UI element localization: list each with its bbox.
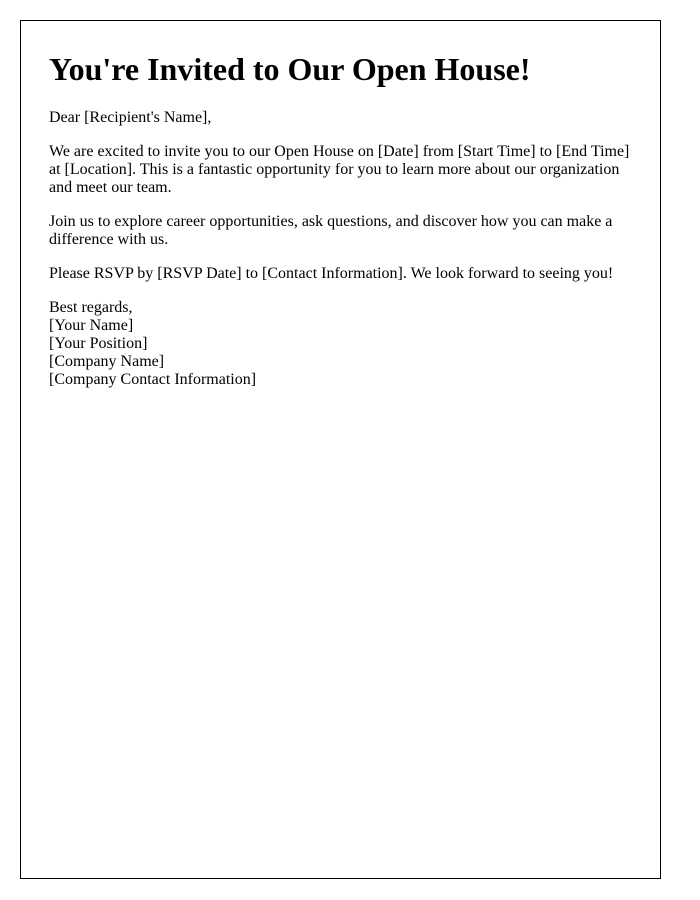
signoff-contact: [Company Contact Information] (49, 371, 257, 388)
letter-paragraph-rsvp: Please RSVP by [RSVP Date] to [Contact Information]. We look forward to seeing you! (49, 265, 614, 282)
signoff-position: [Your Position] (49, 335, 148, 352)
letter-greeting: Dear [Recipient's Name], (49, 109, 212, 126)
letter-page (20, 20, 661, 879)
signoff-name: [Your Name] (49, 317, 134, 334)
signoff-company: [Company Name] (49, 353, 165, 370)
letter-title: You're Invited to Our Open House! (49, 51, 531, 87)
letter-paragraph-invitation: We are excited to invite you to our Open House on [Date] from [Start Time] to [End Time] at [Location]. This is a fantastic opportunity for you to learn more about our organization and meet our team. (49, 143, 630, 196)
letter-paragraph-explore: Join us to explore career opportunities, ask questions, and discover how you can make a difference with us. (49, 213, 613, 248)
letter-signoff (49, 299, 632, 389)
signoff-closing: Best regards, (49, 299, 133, 316)
